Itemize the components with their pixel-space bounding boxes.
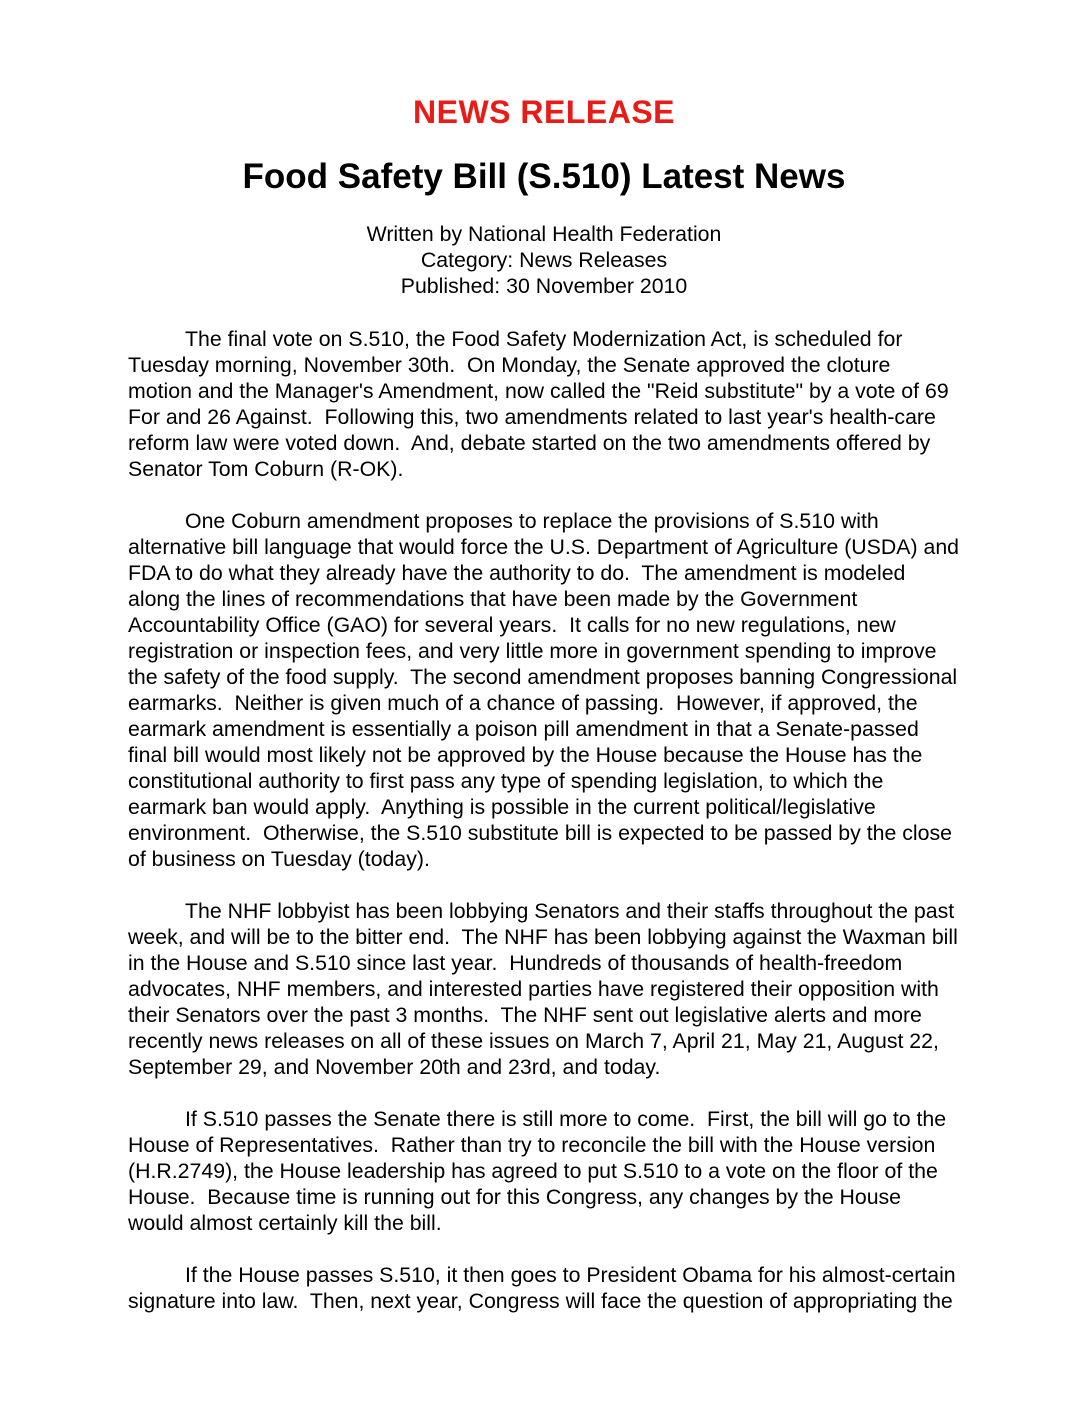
byline: Written by National Health Federation [366, 222, 722, 246]
paragraph-2: One Coburn amendment proposes to replace the provisions of S.510 with alternative bill language that would force the U.S. Department of Agriculture (USDA) and FDA to do what they already have the authority to do. The amendment is modeled along the lines of recommendations that have been made by the Government Accountability Office (GAO) for several years. It calls for no new regulations, new registration or inspection fees, and very little more in government spending to improve the safety of the food supply. The second amendment proposes banning Congressional earmarks. Neither is given much of a chance of passing. However, if approved, the earmark amendment is essentially a poison pill amendment in that a Senate-passed final bill would most likely not be approved by the House because the House has the constitutional authority to first pass any type of spending legislation, to which the earmark ban would apply. Anything is possible in the current political/legislative environment. Otherwise, the S.510 substitute bill is expected to be passed by the close of business on Tuesday (today). [128, 509, 965, 871]
paragraph-5: If the House passes S.510, it then goes to President Obama for his almost-certain signature into law. Then, next year, Congress will face the question of appropriating the [128, 1263, 962, 1313]
news-release-kicker: NEWS RELEASE [412, 94, 676, 130]
article-body [128, 326, 965, 1314]
published-line: Published: 30 November 2010 [400, 274, 688, 298]
paragraph-1: The final vote on S.510, the Food Safety Modernization Act, is scheduled for Tuesday morning, November 30th. On Monday, the Senate approved the cloture motion and the Manager's Amendment, now called the "Reid substitute" by a vote of 69 For and 26 Against. Following this, two amendments related to last year's health-care reform law were voted down. And, debate started on the two amendments offered by Senator Tom Coburn (R-OK). [128, 327, 955, 481]
category-line: Category: News Releases [420, 248, 668, 272]
article-meta [128, 221, 960, 299]
paragraph-3: The NHF lobbyist has been lobbying Senators and their staffs throughout the past week, and will be to the bitter end. The NHF has been lobbying against the Waxman bill in the House and S.510 since last year. Hundreds of thousands of health-freedom advocates, NHF members, and interested parties have registered their opposition with their Senators over the past 3 months. The NHF sent out legislative alerts and more recently news releases on all of these issues on March 7, April 21, May 21, August 22, September 29, and November 20th and 23rd, and today. [128, 899, 964, 1079]
article-title: Food Safety Bill (S.510) Latest News [242, 157, 846, 196]
paragraph-4: If S.510 passes the Senate there is still more to come. First, the bill will go to the House of Representatives. Rather than try to reconcile the bill with the House version (H.R.2749), the House leadership has agreed to put S.510 to a vote on the floor of the House. Because time is running out for this Congress, any changes by the House would almost certainly kill the bill. [128, 1107, 953, 1235]
